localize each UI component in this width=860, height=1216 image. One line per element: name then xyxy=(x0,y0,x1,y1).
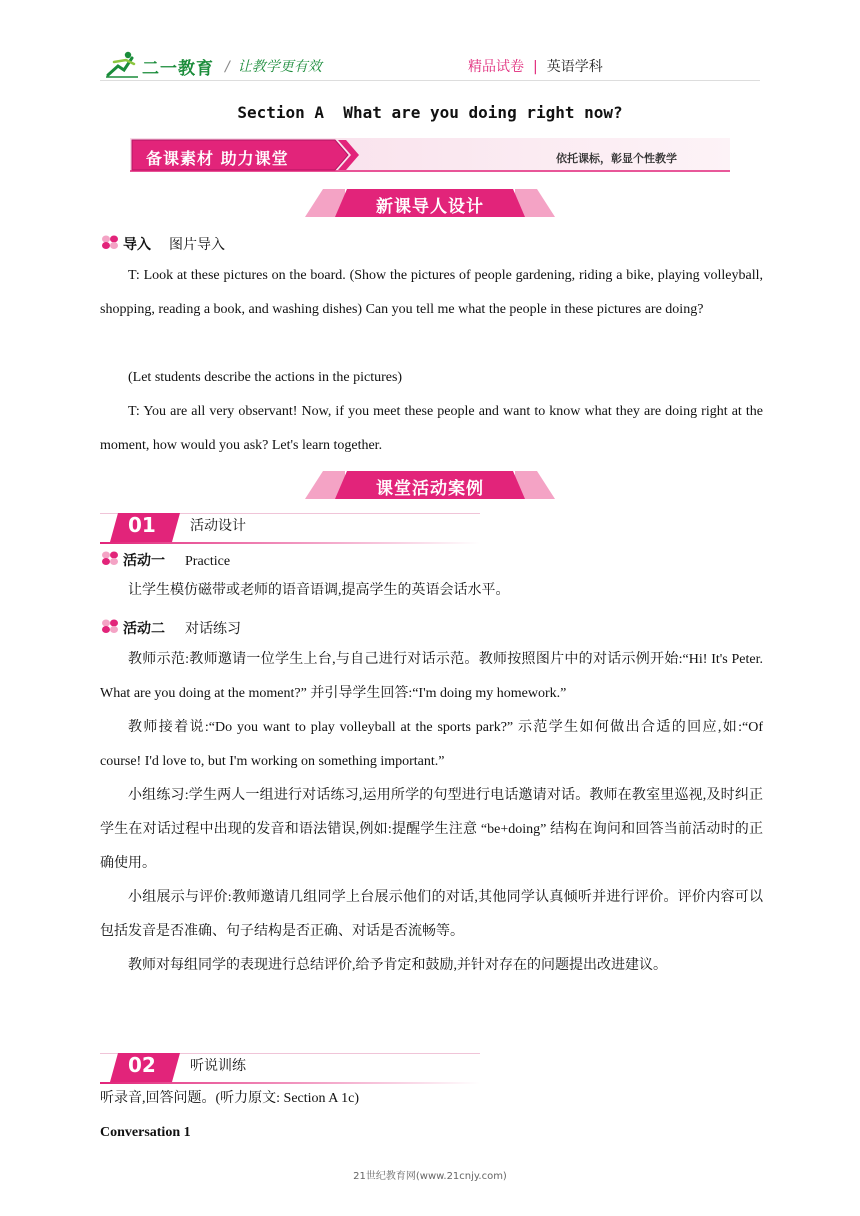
flower-icon xyxy=(101,235,119,249)
banner-slogan: 依托课标，彰显个性教学 xyxy=(556,152,677,165)
conversation-1-title: Conversation 1 xyxy=(100,1125,191,1140)
intro-paragraph-2: (Let students describe the actions in the pictures) xyxy=(128,370,403,385)
intro-paragraph-1: T: Look at these pictures on the board. (Show the pictures of people gardening, riding a bike, playing volleyball, shopping, reading a book, and washing dishes) Can you tell me what the people in these pictures are doing? xyxy=(100,268,763,317)
part-01-badge xyxy=(100,509,480,545)
activity-1-name: Practice xyxy=(185,554,231,569)
part-01-label: 活动设计 xyxy=(190,518,246,534)
intro-paragraph-3: T: You are all very observant! Now, if you meet these people and want to know what they are doing right at the moment, how would you ask? Let's learn together. xyxy=(100,404,763,453)
slogan-text: 让教学更有效 xyxy=(237,59,322,75)
header-subject-name: 英语学科 xyxy=(546,59,603,75)
banner-title: 备课素材 助力课堂 xyxy=(146,149,289,168)
part-02-number: 02 xyxy=(128,1053,156,1077)
part-02-label: 听说训练 xyxy=(190,1058,246,1074)
runner-logo-icon xyxy=(104,50,140,78)
footer: 21世纪教育网(www.21cnjy.com) xyxy=(353,1171,507,1182)
header-subject xyxy=(468,56,603,76)
activity-2-name: 对话练习 xyxy=(185,621,241,637)
slogan xyxy=(225,56,322,76)
activity-2-paragraph-2: 教师接着说:“Do you want to play volleyball at the sports park?” 示范学生如何做出合适的回应,如:“Of course! I'd love to, but I'm working on something important.” xyxy=(100,720,763,769)
ribbon-intro-text: 新课导人设计 xyxy=(376,197,484,217)
logo-text: 二一教育 xyxy=(142,59,214,79)
activity-1-text: 让学生模仿磁带或老师的语音语调,提高学生的英语会话水平。 xyxy=(128,583,510,598)
section-title: Section A What are you doing right now? xyxy=(237,103,623,122)
activity-2-paragraph-4: 小组展示与评价:教师邀请几组同学上台展示他们的对话,其他同学认真倾听并进行评价。评价内容可以包括发音是否准确、句子结构是否正确、对话是否流畅等。 xyxy=(100,890,763,939)
listening-instruction: 听录音,回答问题。(听力原文: Section A 1c) xyxy=(100,1091,359,1106)
flower-icon xyxy=(101,619,119,633)
part-01-number: 01 xyxy=(128,513,156,537)
header-divider xyxy=(100,80,760,81)
activity-2-title: 活动二 xyxy=(123,621,165,637)
header-separator: | xyxy=(533,59,538,75)
slogan-separator: / xyxy=(225,59,230,75)
activity-2-heading xyxy=(123,618,241,638)
activity-1-heading xyxy=(123,550,230,570)
ribbon-activities-text: 课堂活动案例 xyxy=(376,479,484,499)
activity-1-title: 活动一 xyxy=(123,553,165,569)
flower-icon xyxy=(101,551,119,565)
part-02-badge xyxy=(100,1049,480,1085)
intro-heading-type: 图片导入 xyxy=(169,237,225,253)
intro-heading xyxy=(123,234,225,254)
activity-2-paragraph-5: 教师对每组同学的表现进行总结评价,给予肯定和鼓励,并针对存在的问题提出改进建议。 xyxy=(128,958,667,973)
intro-heading-label: 导入 xyxy=(123,237,151,253)
activity-2-paragraph-1: 教师示范:教师邀请一位学生上台,与自己进行对话示范。教师按照图片中的对话示例开始:“Hi! It's Peter. What are you doing at the moment?” 并引导学生回答:“I'm doing my homework.” xyxy=(100,652,763,701)
activity-2-paragraph-3: 小组练习:学生两人一组进行对话练习,运用所学的句型进行电话邀请对话。教师在教室里巡视,及时纠正学生在对话过程中出现的发音和语法错误,例如:提醒学生注意 “be+doing” 结构在询问和回答当前活动时的正确使用。 xyxy=(100,788,763,871)
header-tag: 精品试卷 xyxy=(468,59,524,75)
